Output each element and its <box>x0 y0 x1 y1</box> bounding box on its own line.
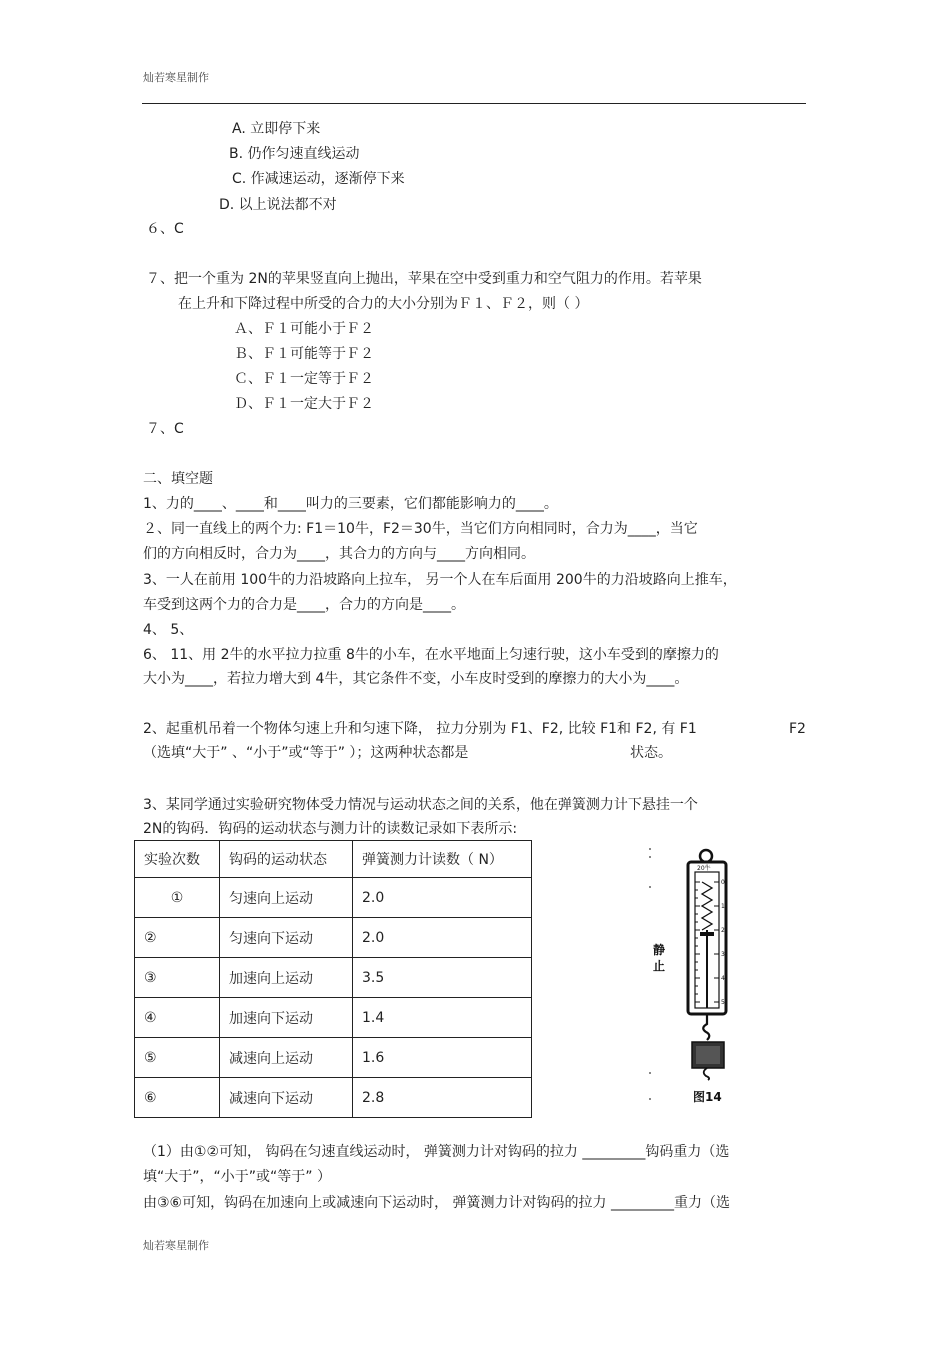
scale-hook <box>703 1014 709 1040</box>
fill-q3-line1: 3、一人在前用 100牛的力沿坡路向上拉车， 另一个人在车后面用 200牛的力沿坡路向上推车， <box>143 572 737 588</box>
crane-line1-end: F2 <box>789 721 806 737</box>
fill-q3-line2: 车受到这两个力的合力是____，合力的方向是____。 <box>143 597 465 613</box>
table-header-cell: 弹簧测力计读数（ N） <box>353 841 532 878</box>
experiment-intro-line2: 2N的钩码．钩码的运动状态与测力计的读数记录如下表所示: <box>143 821 518 837</box>
table-cell-reading: 2.0 <box>353 918 532 958</box>
fill-q1: 1、力的____、____和____叫力的三要素，它们都能影响力的____。 <box>143 496 558 512</box>
static-label <box>653 942 665 973</box>
page-header: 灿若寒星制作 <box>143 71 209 84</box>
q6-answer: ６、C <box>146 221 184 237</box>
experiment-table <box>134 840 532 1118</box>
tick-label: 1 <box>721 903 725 910</box>
table-row <box>135 958 532 998</box>
fill-q45: 4、 5、 <box>143 622 194 638</box>
q7-option-c: Ｃ、Ｆ１一定等于Ｆ２ <box>234 371 374 387</box>
table-cell-motion: 加速向上运动 <box>220 958 353 998</box>
sub1-line1: （1）由①②可知， 钩码在匀速直线运动时， 弹簧测力计对钩码的拉力 _________钩码重力（选 <box>143 1144 730 1160</box>
static-label-char: 止 <box>653 959 666 973</box>
table-cell-reading: 1.4 <box>353 998 532 1038</box>
table-cell-trial: ⑥ <box>135 1078 220 1118</box>
table-row <box>135 1078 532 1118</box>
hanging-ring <box>700 850 712 862</box>
tick-label: 2 <box>721 927 725 934</box>
section-title: 二、填空题 <box>143 471 213 487</box>
tick-label: 0 <box>721 879 725 886</box>
q7-option-b: Ｂ、Ｆ１可能等于Ｆ２ <box>234 346 374 362</box>
table-cell-reading: 3.5 <box>353 958 532 998</box>
q6-option-b: B. 仍作匀速直线运动 <box>229 146 360 162</box>
pointer <box>700 932 714 936</box>
table-cell-reading: 2.8 <box>353 1078 532 1118</box>
tick-label: 4 <box>721 975 725 982</box>
q6-option-c: C. 作减速运动，逐渐停下来 <box>232 171 405 187</box>
figure-caption: 图14 <box>693 1090 722 1104</box>
table-row <box>135 918 532 958</box>
header-divider <box>142 103 806 104</box>
crane-line2: （选填“大于” 、“小于”或“等于” ）；这两种状态都是 <box>143 745 469 761</box>
static-label-char: 静 <box>653 943 666 957</box>
table-header-row <box>135 841 532 878</box>
table-cell-trial: ① <box>135 878 220 918</box>
table-cell-motion: 加速向下运动 <box>220 998 353 1038</box>
table-cell-trial: ⑤ <box>135 1038 220 1078</box>
table-header-cell: 钩码的运动状态 <box>220 841 353 878</box>
table-cell-motion: 减速向上运动 <box>220 1038 353 1078</box>
page-footer: 灿若寒星制作 <box>143 1239 209 1252</box>
scan-dots <box>649 848 651 1100</box>
table-row <box>135 998 532 1038</box>
scale-top-label: 20牛 <box>697 865 711 872</box>
fill-q2-line1: ２、同一直线上的两个力: F1＝10牛，F2＝30牛，当它们方向相同时，合力为____，当它 <box>143 521 698 537</box>
weight-lower-hook <box>704 1068 709 1080</box>
fill-q2-line2: 们的方向相反时，合力为____，其合力的方向与____方向相同。 <box>143 546 535 562</box>
experiment-intro-line1: 3、某同学通过实验研究物体受力情况与运动状态之间的关系，他在弹簧测力计下悬挂一个 <box>143 797 698 813</box>
table-header-cell: 实验次数 <box>135 841 220 878</box>
table-cell-trial: ④ <box>135 998 220 1038</box>
sub2-line1: 由③⑥可知，钩码在加速向上或减速向下运动时， 弹簧测力计对钩码的拉力 _________重力（选 <box>143 1195 730 1211</box>
sub1-line2: 填“大于”，“小于”或“等于” ） <box>143 1169 331 1185</box>
q7-option-a: Ａ、Ｆ１可能小于Ｆ２ <box>234 321 374 337</box>
q6-option-a: A. 立即停下来 <box>232 121 321 137</box>
q7-option-d: Ｄ、Ｆ１一定大于Ｆ２ <box>234 396 374 412</box>
table-cell-motion: 匀速向上运动 <box>220 878 353 918</box>
table-cell-reading: 1.6 <box>353 1038 532 1078</box>
table-cell-trial: ② <box>135 918 220 958</box>
fill-q6-line2: 大小为____，若拉力增大到 4牛，其它条件不变，小车皮时受到的摩擦力的大小为____。 <box>143 671 689 687</box>
table-row <box>135 1038 532 1078</box>
tick-label: 3 <box>721 951 725 958</box>
q7-stem-line1: ７、把一个重为 2N的苹果竖直向上抛出，苹果在空中受到重力和空气阻力的作用。若苹果 <box>146 271 702 287</box>
spring-scale-figure <box>640 842 750 1112</box>
table-cell-reading: 2.0 <box>353 878 532 918</box>
table-cell-motion: 匀速向下运动 <box>220 918 353 958</box>
weight-texture <box>696 1046 720 1064</box>
q7-answer: ７、C <box>146 421 184 437</box>
table-cell-motion: 减速向下运动 <box>220 1078 353 1118</box>
q6-option-d: D. 以上说法都不对 <box>219 197 337 213</box>
crane-line2-end: 状态。 <box>630 745 672 761</box>
q7-stem-line2: 在上升和下降过程中所受的合力的大小分别为Ｆ１、Ｆ２，则（ ） <box>178 296 589 312</box>
crane-line1: 2、起重机吊着一个物体匀速上升和匀速下降， 拉力分别为 F1、F2, 比较 F1和 F2, 有 F1 <box>143 721 697 737</box>
tick-label: 5 <box>721 999 725 1006</box>
table-cell-trial: ③ <box>135 958 220 998</box>
table-row <box>135 878 532 918</box>
fill-q6-line1: 6、 11、用 2牛的水平拉力拉重 8牛的小车，在水平地面上匀速行驶，这小车受到的摩擦力的 <box>143 647 719 663</box>
